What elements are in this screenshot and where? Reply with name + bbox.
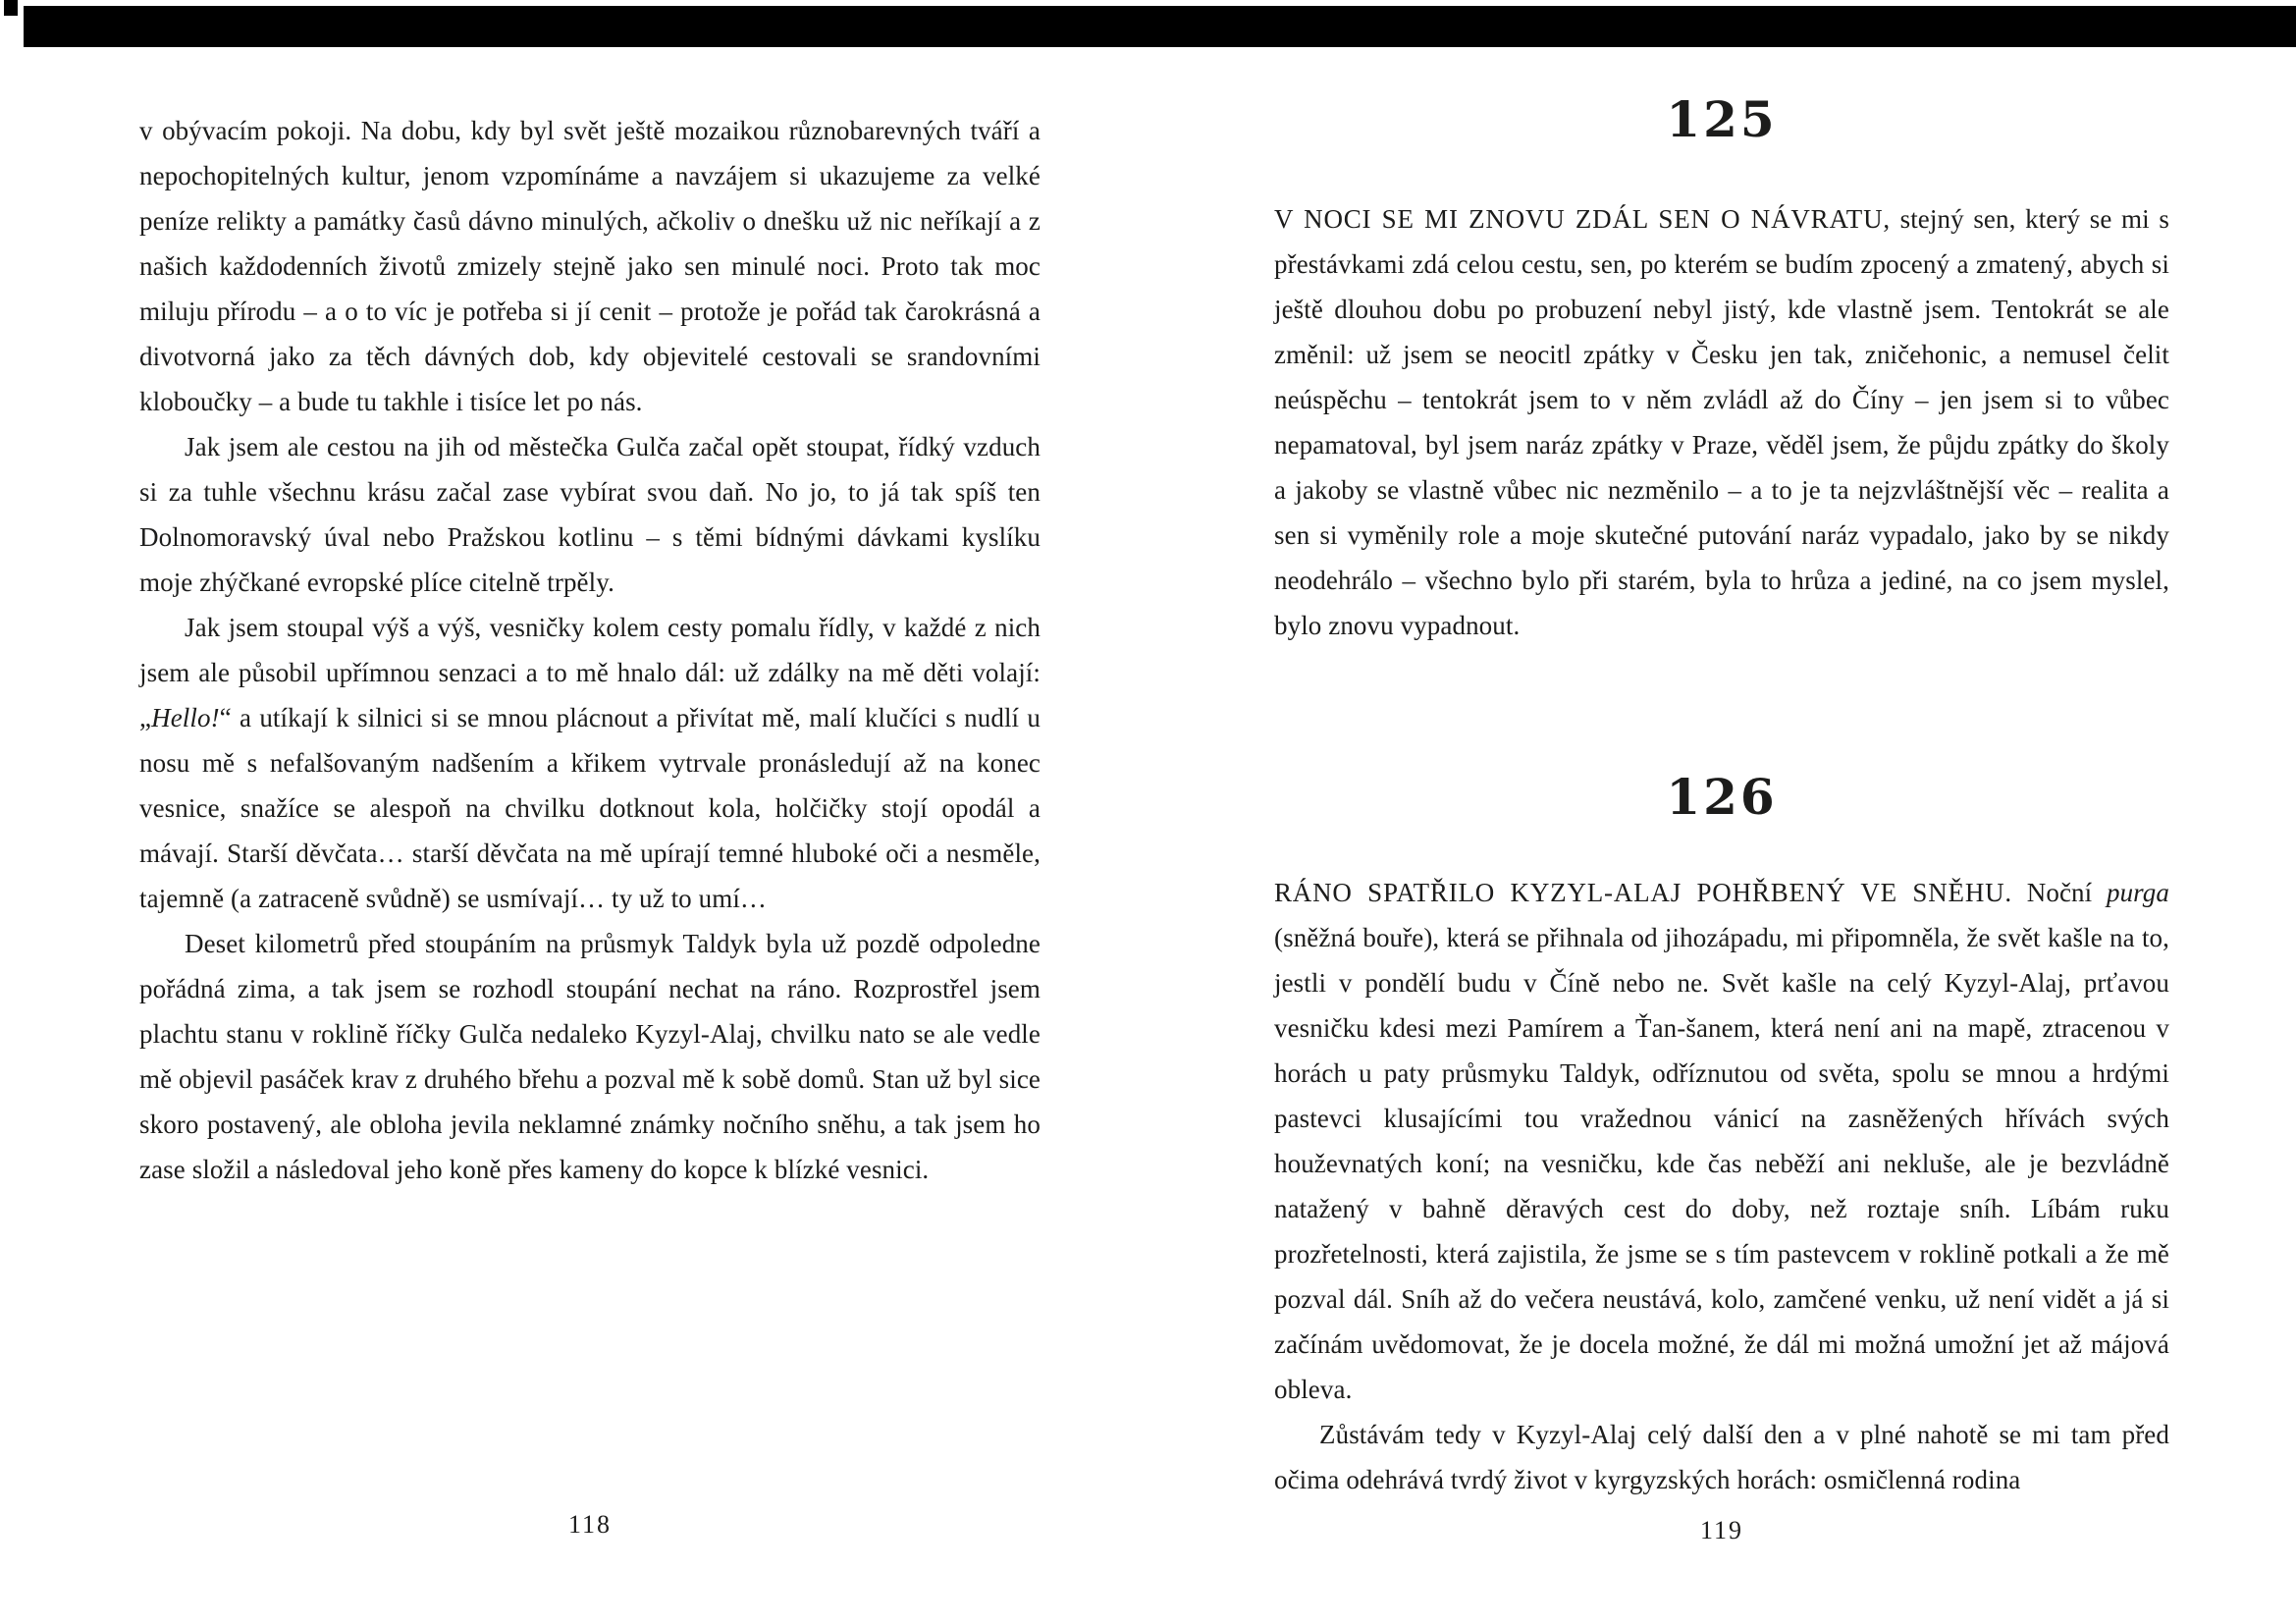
paragraph (1274, 196, 2169, 648)
chapter-126-paragraphs (1274, 870, 2169, 1502)
paragraph (139, 605, 1041, 921)
text-segment: v obývacím pokoji. Na dobu, kdy byl svět ještě mozaikou různobarevných tváří a nepochopitelných kultur, jenom vzpomínáme a navzájem si ukazujeme za velké peníze relikty a památky časů dávno minulých, ačkoliv o dnešku už nic neříkají a z našich každodenních životů zmizely stejně jako sen minulé noci. Proto tak moc miluju přírodu – a o to víc je potřeba si jí cenit – protože je pořád tak čarokrásná a divotvorná jako za těch dávných dob, kdy objevitelé cestovali se srandovními kloboučky – a bude tu takhle i tisíce let po nás. (139, 116, 1041, 416)
paragraph (139, 424, 1041, 605)
text-segment: (sněžná bouře), která se přihnala od jihozápadu, mi připomněla, že svět kašle na to, jestli v pondělí budu v Číně nebo ne. Svět kašle na celý Kyzyl-Alaj, prťavou vesničku kdesi mezi Pamírem a Ťan-šanem, která není ani na mapě, ztracenou v horách u paty průsmyku Taldyk, odříznutou od světa, spolu se mnou a hrdými pastevci klusajícími tou vražednou vánicí na zasněžených hřívách svých houževnatých koní; na vesničku, kde čas neběží ani nekluše, ale je bezvládně natažený v bahně děravých cest do doby, než roztaje sníh. Líbám ruku prozřetelnosti, která zajistila, že jsme se s tím pastevcem v roklině potkali a že mě pozval dál. Sníh až do večera neustává, kolo, zamčené venku, už není vidět a já si začínám uvědomovat, že je docela možné, že dál mi možná umožní jet až májová obleva. (1274, 923, 2169, 1404)
chapter-opening-caps: V NOCI SE MI ZNOVU ZDÁL SEN O NÁVRATU, (1274, 204, 1891, 234)
italic-text: purga (2106, 878, 2169, 907)
text-segment: Zůstávám tedy v Kyzyl-Alaj celý další den a v plné nahotě se mi tam před očima odehrává tvrdý život v kyrgyzských horách: osmičlenná rodina (1274, 1420, 2169, 1494)
paragraph (1274, 870, 2169, 1412)
chapter-heading-125: 125 (1666, 90, 1778, 148)
text-segment: “ a utíkají k silnici si se mnou plácnout a přivítat mě, malí klučíci s nudlí u nosu mě s nefalšovaným nadšením a křikem vytrvale pronásledují až na konec vesnice, snažíce se alespoň na chvilku dotknout kola, holčičky stojí opodál a mávají. Starší děvčata… starší děvčata na mě upírají temné hluboké oči a nesměle, tajemně (a zatraceně svůdně) se usmívají… ty už to umí… (139, 703, 1041, 913)
text-segment: Deset kilometrů před stoupáním na průsmyk Taldyk byla už pozdě odpoledne pořádná zima, a tak jsem se rozhodl stoupání nechat na ráno. Rozprostřel jsem plachtu stanu v roklině říčky Gulča nedaleko Kyzyl-Alaj, chvilku nato se ale vedle mě objevil pasáček krav z druhého břehu a pozval mě k sobě domů. Stan už byl sice skoro postavený, ale obloha jevila neklamné známky nočního sněhu, a tak jsem ho zase složil a následoval jeho koně přes kameny do kopce k blízké vesnici. (139, 929, 1041, 1184)
paragraph (139, 921, 1041, 1192)
chapter-126 (1274, 768, 2169, 1502)
italic-text: Hello! (151, 703, 220, 732)
left-page-number: 118 (567, 1510, 613, 1539)
paragraph (1274, 1412, 2169, 1502)
paragraph (139, 108, 1041, 424)
scan-artifact-corner (4, 0, 18, 16)
right-page-text (1274, 90, 2169, 1494)
chapter-heading-126: 126 (1666, 768, 1778, 826)
text-segment: Noční (2011, 878, 2107, 907)
text-segment: stejný sen, který se mi s přestávkami zdá celou cestu, sen, po kterém se budím zpocený a zmatený, abych si ještě dlouhou dobu po probuzení nebyl jistý, kde vlastně jsem. Tentokrát se ale změnil: už jsem se neocitl zpátky v Česku jen tak, zničehonic, a nemusel čelit neúspěchu – tentokrát jsem to v něm zvládl až do Číny – jen jsem si to vůbec nepamatoval, byl jsem naráz zpátky v Praze, věděl jsem, že půjdu zpátky do školy a jakoby se vlastně vůbec nic nezměnilo – a to je ta nejzvláštnější věc – realita a sen si vyměnily role a moje skutečné putování naráz vypadalo, jako by se nikdy neodehrálo – všechno bylo při starém, byla to hrůza a jediné, na co jsem myslel, bylo znovu vypadnout. (1274, 204, 2169, 640)
text-segment: Jak jsem ale cestou na jih od městečka Gulča začal opět stoupat, řídký vzduch si za tuhle všechnu krásu začal zase vybírat svou daň. No jo, to já tak spíš ten Dolnomoravský úval nebo Pražskou kotlinu – s těmi bídnými dávkami kyslíku moje zhýčkané evropské plíce citelně trpěly. (139, 432, 1041, 597)
chapter-opening-caps: RÁNO SPATŘILO KYZYL-ALAJ POHŘBENÝ VE SNĚHU. (1274, 878, 2012, 907)
chapter-125 (1274, 90, 2169, 648)
scan-artifact-top-bar (24, 6, 2296, 47)
right-page-number: 119 (1699, 1516, 1744, 1544)
text-segment: Jak jsem stoupal výš a výš, vesničky kolem cesty pomalu řídly, v každé z nich jsem ale působil upřímnou senzaci a to mě hnalo dál: už zdálky na mě děti volají: „ (139, 613, 1041, 732)
left-page-text (139, 108, 1041, 1192)
chapter-125-paragraphs (1274, 196, 2169, 648)
